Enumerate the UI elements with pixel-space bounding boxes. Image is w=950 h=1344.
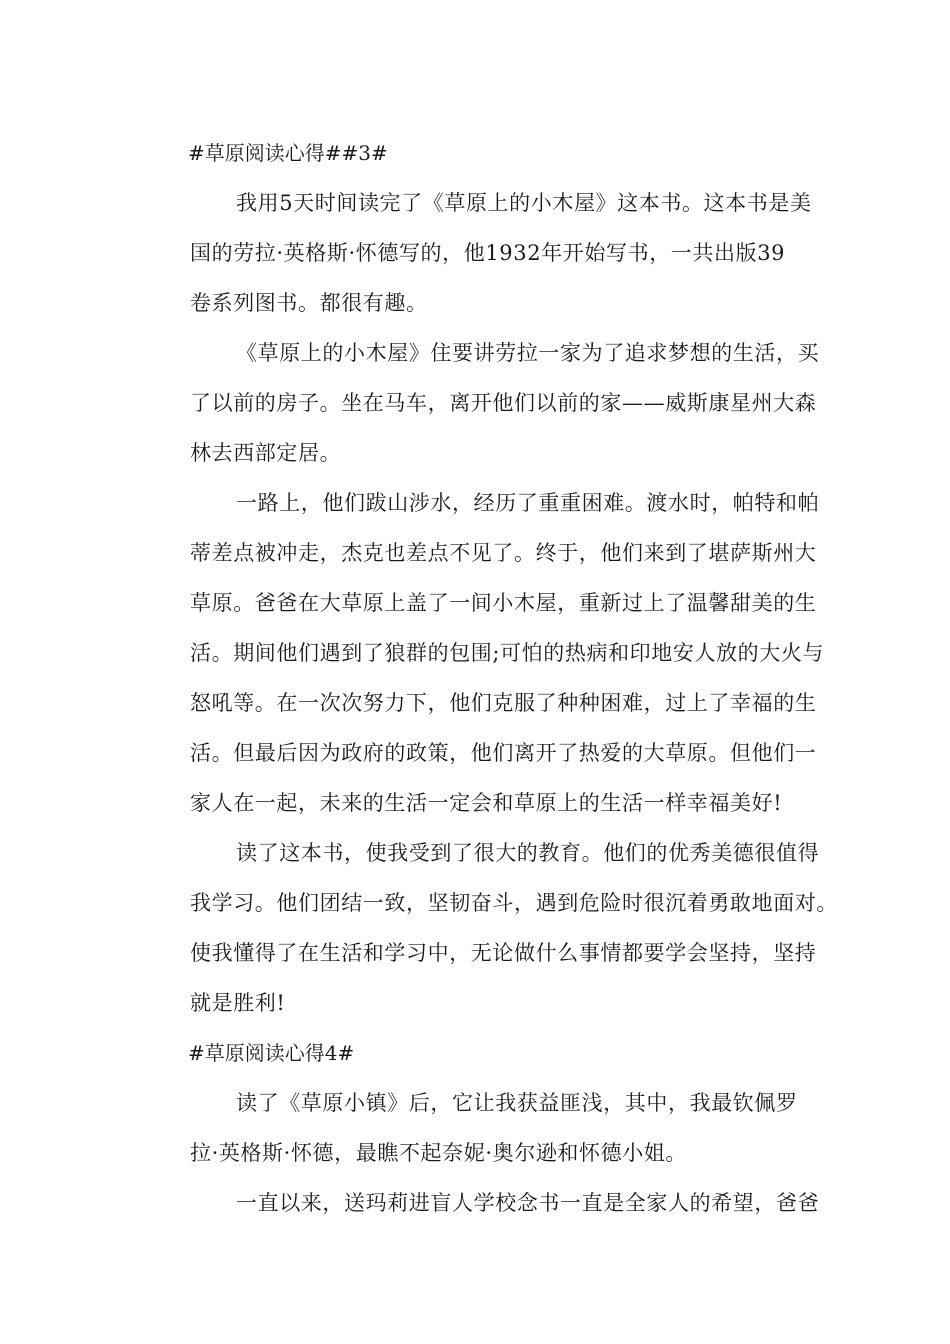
text-line: 《草原上的小木屋》住要讲劳拉一家为了追求梦想的生活，买 [236, 341, 820, 365]
text-line: 卷系列图书。都很有趣。 [190, 291, 428, 315]
paragraph [144, 1078, 824, 1178]
paragraph [144, 828, 838, 1028]
text-line: 家人在一起，未来的生活一定会和草原上的生活一样幸福美好! [190, 791, 783, 815]
text-line: 就是胜利! [190, 991, 286, 1015]
document-body [144, 128, 838, 1228]
text-line: 林去西部定居。 [190, 441, 342, 465]
text-line: 读了这本书，使我受到了很大的教育。他们的优秀美德很值得 [236, 841, 820, 865]
text-line: 了以前的房子。坐在马车，离开他们以前的家——威斯康星州大森 [190, 391, 817, 415]
text-line: 草原。爸爸在大草原上盖了一间小木屋，重新过上了温馨甜美的生 [190, 591, 817, 615]
section-heading: #草原阅读心得4# [188, 1041, 355, 1065]
text-line: 拉·英格斯·怀德，最瞧不起奈妮·奥尔逊和怀德小姐。 [190, 1141, 688, 1165]
text-line: 活。但最后因为政府的政策，他们离开了热爱的大草原。但他们一 [190, 741, 817, 765]
text-line: 读了《草原小镇》后，它让我获益匪浅，其中，我最钦佩罗 [236, 1091, 798, 1115]
text-line: 一直以来，送玛莉进盲人学校念书一直是全家人的希望，爸爸 [236, 1191, 820, 1215]
paragraph [144, 478, 824, 828]
paragraph [144, 1178, 824, 1228]
text-line: 使我懂得了在生活和学习中，无论做什么事情都要学会坚持，坚持 [190, 941, 817, 965]
text-line: 怒吼等。在一次次努力下，他们克服了种种困难，过上了幸福的生 [190, 691, 817, 715]
text-line: 我学习。他们团结一致，坚韧奋斗，遇到危险时很沉着勇敢地面对。 [190, 891, 838, 915]
text-line: 活。期间他们遇到了狼群的包围;可怕的热病和印地安人放的大火与 [190, 641, 825, 665]
text-line: 蒂差点被冲走，杰克也差点不见了。终于，他们来到了堪萨斯州大 [190, 541, 817, 565]
paragraph [144, 178, 824, 328]
paragraph [144, 328, 824, 478]
text-line: 一路上，他们跋山涉水，经历了重重困难。渡水时，帕特和帕 [236, 491, 820, 515]
section-heading: #草原阅读心得##3# [188, 141, 388, 165]
text-line: 我用5天时间读完了《草原上的小木屋》这本书。这本书是美 [236, 191, 812, 215]
text-line: 国的劳拉·英格斯·怀德写的，他1932年开始写书，一共出版39 [190, 241, 786, 265]
